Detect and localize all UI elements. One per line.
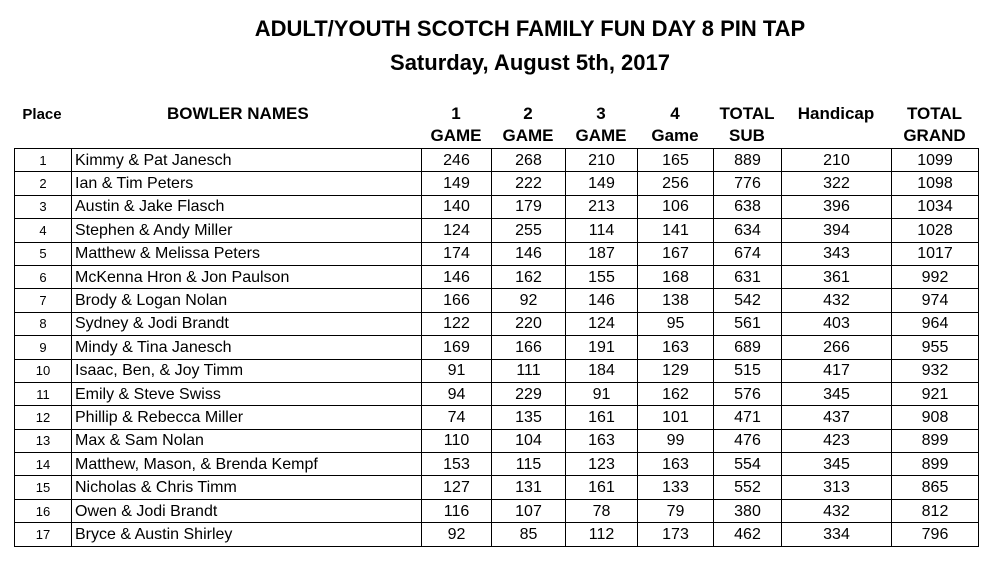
place-cell: 14 — [15, 453, 72, 476]
bowler-names-cell: Phillip & Rebecca Miller — [72, 406, 422, 429]
game-3-cell: 149 — [566, 172, 638, 195]
game-1-cell: 153 — [422, 453, 492, 476]
total-grand-cell: 1017 — [892, 242, 979, 265]
game-4-cell: 256 — [638, 172, 714, 195]
place-cell: 5 — [15, 242, 72, 265]
game-1-cell: 122 — [422, 312, 492, 335]
header-total-grand: TOTAL GRAND — [903, 104, 966, 145]
total-grand-cell: 1034 — [892, 195, 979, 218]
bowler-names-cell: Owen & Jodi Brandt — [72, 499, 422, 522]
game-4-cell: 79 — [638, 499, 714, 522]
header-bowler-names: BOWLER NAMES — [167, 104, 309, 123]
game-4-cell: 138 — [638, 289, 714, 312]
game-2-cell: 166 — [492, 336, 566, 359]
place-cell: 6 — [15, 265, 72, 288]
game-3-cell: 210 — [566, 149, 638, 172]
total-sub-cell: 515 — [714, 359, 782, 382]
bowler-names-cell: Emily & Steve Swiss — [72, 382, 422, 405]
place-cell: 17 — [15, 523, 72, 546]
game-4-cell: 162 — [638, 382, 714, 405]
bowler-names-cell: Max & Sam Nolan — [72, 429, 422, 452]
total-sub-cell: 576 — [714, 382, 782, 405]
game-2-cell: 85 — [492, 523, 566, 546]
total-sub-cell: 552 — [714, 476, 782, 499]
header-place: Place — [22, 106, 62, 123]
total-grand-cell: 812 — [892, 499, 979, 522]
game-1-cell: 166 — [422, 289, 492, 312]
table-row — [15, 476, 979, 499]
game-1-cell: 246 — [422, 149, 492, 172]
handicap-cell: 423 — [782, 429, 892, 452]
game-2-cell: 111 — [492, 359, 566, 382]
handicap-cell: 313 — [782, 476, 892, 499]
place-cell: 12 — [15, 406, 72, 429]
place-cell: 3 — [15, 195, 72, 218]
table-row — [15, 359, 979, 382]
table-row — [15, 499, 979, 522]
game-4-cell: 168 — [638, 265, 714, 288]
bowler-names-cell: McKenna Hron & Jon Paulson — [72, 265, 422, 288]
table-row — [15, 172, 979, 195]
game-1-cell: 169 — [422, 336, 492, 359]
bowler-names-cell: Mindy & Tina Janesch — [72, 336, 422, 359]
handicap-cell: 432 — [782, 499, 892, 522]
game-1-cell: 140 — [422, 195, 492, 218]
place-cell: 11 — [15, 382, 72, 405]
place-cell: 16 — [15, 499, 72, 522]
table-row — [15, 195, 979, 218]
standings-table — [14, 148, 979, 547]
game-1-cell: 74 — [422, 406, 492, 429]
bowler-names-cell: Stephen & Andy Miller — [72, 219, 422, 242]
game-1-cell: 149 — [422, 172, 492, 195]
game-4-cell: 167 — [638, 242, 714, 265]
game-2-cell: 92 — [492, 289, 566, 312]
game-3-cell: 146 — [566, 289, 638, 312]
place-cell: 13 — [15, 429, 72, 452]
total-grand-cell: 974 — [892, 289, 979, 312]
total-grand-cell: 921 — [892, 382, 979, 405]
total-sub-cell: 476 — [714, 429, 782, 452]
handicap-cell: 432 — [782, 289, 892, 312]
header-game-4: 4 Game — [651, 104, 699, 145]
total-grand-cell: 932 — [892, 359, 979, 382]
game-3-cell: 155 — [566, 265, 638, 288]
game-3-cell: 191 — [566, 336, 638, 359]
game-2-cell: 131 — [492, 476, 566, 499]
page-subtitle: Saturday, August 5th, 2017 — [390, 50, 670, 75]
game-2-cell: 222 — [492, 172, 566, 195]
game-4-cell: 99 — [638, 429, 714, 452]
handicap-cell: 361 — [782, 265, 892, 288]
table-row — [15, 312, 979, 335]
total-sub-cell: 554 — [714, 453, 782, 476]
handicap-cell: 394 — [782, 219, 892, 242]
total-sub-cell: 631 — [714, 265, 782, 288]
handicap-cell: 345 — [782, 453, 892, 476]
header-game-3: 3 GAME — [575, 104, 627, 145]
game-3-cell: 91 — [566, 382, 638, 405]
total-sub-cell: 462 — [714, 523, 782, 546]
handicap-cell: 322 — [782, 172, 892, 195]
game-2-cell: 146 — [492, 242, 566, 265]
place-cell: 10 — [15, 359, 72, 382]
header-game-1: 1 GAME — [430, 104, 482, 145]
handicap-cell: 345 — [782, 382, 892, 405]
total-grand-cell: 955 — [892, 336, 979, 359]
game-1-cell: 94 — [422, 382, 492, 405]
game-4-cell: 129 — [638, 359, 714, 382]
game-1-cell: 146 — [422, 265, 492, 288]
game-2-cell: 135 — [492, 406, 566, 429]
game-3-cell: 163 — [566, 429, 638, 452]
header-game-2: 2 GAME — [502, 104, 554, 145]
handicap-cell: 396 — [782, 195, 892, 218]
total-grand-cell: 1098 — [892, 172, 979, 195]
page-title: ADULT/YOUTH SCOTCH FAMILY FUN DAY 8 PIN TAP — [254, 16, 806, 41]
game-2-cell: 104 — [492, 429, 566, 452]
table-row — [15, 242, 979, 265]
game-2-cell: 179 — [492, 195, 566, 218]
game-3-cell: 112 — [566, 523, 638, 546]
game-2-cell: 229 — [492, 382, 566, 405]
bowler-names-cell: Brody & Logan Nolan — [72, 289, 422, 312]
game-4-cell: 163 — [638, 453, 714, 476]
table-row — [15, 406, 979, 429]
total-grand-cell: 908 — [892, 406, 979, 429]
game-3-cell: 123 — [566, 453, 638, 476]
game-1-cell: 174 — [422, 242, 492, 265]
game-4-cell: 101 — [638, 406, 714, 429]
game-2-cell: 107 — [492, 499, 566, 522]
game-1-cell: 127 — [422, 476, 492, 499]
table-row — [15, 382, 979, 405]
total-grand-cell: 992 — [892, 265, 979, 288]
game-4-cell: 141 — [638, 219, 714, 242]
game-4-cell: 173 — [638, 523, 714, 546]
game-3-cell: 161 — [566, 406, 638, 429]
game-3-cell: 124 — [566, 312, 638, 335]
game-2-cell: 162 — [492, 265, 566, 288]
bowler-names-cell: Austin & Jake Flasch — [72, 195, 422, 218]
bowler-names-cell: Matthew & Melissa Peters — [72, 242, 422, 265]
handicap-cell: 210 — [782, 149, 892, 172]
place-cell: 9 — [15, 336, 72, 359]
total-sub-cell: 776 — [714, 172, 782, 195]
table-row — [15, 429, 979, 452]
total-sub-cell: 380 — [714, 499, 782, 522]
bowler-names-cell: Sydney & Jodi Brandt — [72, 312, 422, 335]
total-grand-cell: 964 — [892, 312, 979, 335]
place-cell: 2 — [15, 172, 72, 195]
game-1-cell: 91 — [422, 359, 492, 382]
game-1-cell: 124 — [422, 219, 492, 242]
game-4-cell: 165 — [638, 149, 714, 172]
total-grand-cell: 865 — [892, 476, 979, 499]
game-4-cell: 95 — [638, 312, 714, 335]
table-row — [15, 453, 979, 476]
total-sub-cell: 471 — [714, 406, 782, 429]
bowler-names-cell: Ian & Tim Peters — [72, 172, 422, 195]
bowler-names-cell: Isaac, Ben, & Joy Timm — [72, 359, 422, 382]
game-3-cell: 78 — [566, 499, 638, 522]
game-3-cell: 161 — [566, 476, 638, 499]
handicap-cell: 437 — [782, 406, 892, 429]
handicap-cell: 343 — [782, 242, 892, 265]
game-2-cell: 220 — [492, 312, 566, 335]
bowler-names-cell: Kimmy & Pat Janesch — [72, 149, 422, 172]
table-row — [15, 265, 979, 288]
handicap-cell: 417 — [782, 359, 892, 382]
total-grand-cell: 1028 — [892, 219, 979, 242]
bowler-names-cell: Bryce & Austin Shirley — [72, 523, 422, 546]
total-grand-cell: 899 — [892, 453, 979, 476]
place-cell: 1 — [15, 149, 72, 172]
game-2-cell: 255 — [492, 219, 566, 242]
game-2-cell: 268 — [492, 149, 566, 172]
total-sub-cell: 561 — [714, 312, 782, 335]
total-sub-cell: 638 — [714, 195, 782, 218]
game-3-cell: 187 — [566, 242, 638, 265]
place-cell: 4 — [15, 219, 72, 242]
game-1-cell: 110 — [422, 429, 492, 452]
header-handicap: Handicap — [797, 104, 875, 123]
game-1-cell: 92 — [422, 523, 492, 546]
game-3-cell: 114 — [566, 219, 638, 242]
total-sub-cell: 674 — [714, 242, 782, 265]
handicap-cell: 403 — [782, 312, 892, 335]
total-grand-cell: 899 — [892, 429, 979, 452]
table-row — [15, 219, 979, 242]
table-row — [15, 149, 979, 172]
total-sub-cell: 634 — [714, 219, 782, 242]
game-4-cell: 133 — [638, 476, 714, 499]
place-cell: 8 — [15, 312, 72, 335]
header-total-sub: TOTAL SUB — [719, 104, 775, 145]
standings-rows — [15, 149, 979, 547]
game-4-cell: 106 — [638, 195, 714, 218]
bowler-names-cell: Matthew, Mason, & Brenda Kempf — [72, 453, 422, 476]
total-grand-cell: 1099 — [892, 149, 979, 172]
table-row — [15, 289, 979, 312]
total-sub-cell: 689 — [714, 336, 782, 359]
place-cell: 15 — [15, 476, 72, 499]
game-3-cell: 184 — [566, 359, 638, 382]
table-row — [15, 336, 979, 359]
total-grand-cell: 796 — [892, 523, 979, 546]
game-4-cell: 163 — [638, 336, 714, 359]
place-cell: 7 — [15, 289, 72, 312]
bowler-names-cell: Nicholas & Chris Timm — [72, 476, 422, 499]
handicap-cell: 266 — [782, 336, 892, 359]
table-row — [15, 523, 979, 546]
game-3-cell: 213 — [566, 195, 638, 218]
handicap-cell: 334 — [782, 523, 892, 546]
total-sub-cell: 542 — [714, 289, 782, 312]
game-1-cell: 116 — [422, 499, 492, 522]
game-2-cell: 115 — [492, 453, 566, 476]
total-sub-cell: 889 — [714, 149, 782, 172]
